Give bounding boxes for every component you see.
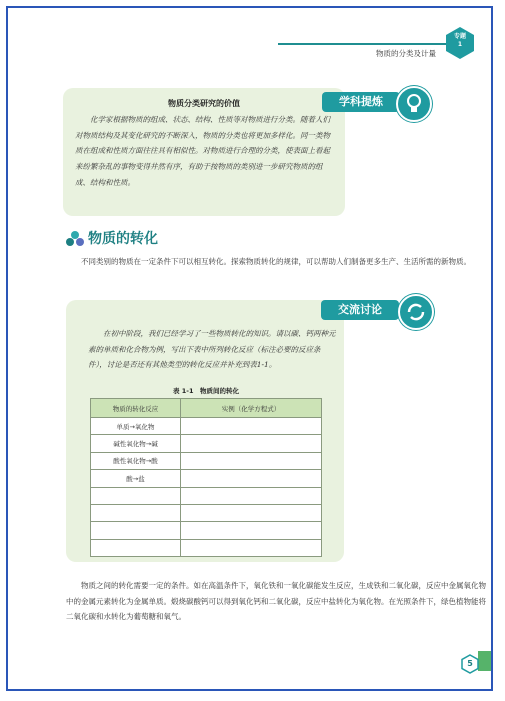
section-title: 物质的转化: [88, 231, 158, 247]
table-cell-example: [181, 539, 322, 556]
subject-tag: 学科提炼: [322, 92, 400, 112]
table-cell-example: [181, 487, 322, 504]
table-cell-example: [181, 522, 322, 539]
running-header: 物质的分类及计量: [376, 49, 436, 58]
table-caption: 表 1-1 物质间的转化: [172, 387, 239, 395]
table-row: [91, 522, 322, 539]
chapter-badge-label: 专题: [453, 33, 466, 40]
page-tab-decoration: [478, 651, 493, 671]
table-cell: 酸性氧化物→酸: [91, 452, 181, 469]
table-cell: [91, 504, 181, 521]
table-cell-example: [181, 470, 322, 487]
table-header: 物质的转化反应: [91, 399, 181, 418]
table-row: [91, 487, 322, 504]
table-cell-example: [181, 504, 322, 521]
table-row: [91, 470, 322, 487]
table-cell: 酸→盐: [91, 470, 181, 487]
table-header: 实例（化学方程式）: [181, 399, 322, 418]
page-frame: [6, 6, 493, 691]
lightbulb-icon: [396, 86, 432, 122]
cycle-arrows-icon: [398, 294, 434, 330]
table-row: [91, 504, 322, 521]
table-row: [91, 418, 322, 435]
table-cell: 碱性氧化物→碱: [91, 435, 181, 452]
chapter-badge: [449, 33, 471, 49]
table-cell: [91, 522, 181, 539]
table-header-row: [91, 399, 322, 418]
value-panel: [63, 88, 345, 216]
conditions-paragraph: 物质之间的转化需要一定的条件。如在高温条件下，氧化铁和一氧化碳能发生反应，生成铁和二氧化碳，反应中金属氧化物中的金属元素转化为金属单质。煅烧碳酸钙可以得到氧化钙和二氧化碳，反应中盐转化为氧化物。在光照条件下，绿色植物能将二氧化碳和水转化为葡萄糖和氧气。: [66, 581, 486, 621]
table-row: [91, 539, 322, 556]
table-cell: 单质→氧化物: [91, 418, 181, 435]
panel-text: 化学家根据物质的组成、状态、结构、性质等对物质进行分类。随着人们对物质结构及其变化研究的不断深入，物质的分类也将更加多样化。同一类物质在组成和性质方面往往具有相似性。对物质进行合理的分类，使表面上看起来纷繁杂乱的事物变得井然有序，有助于按物质的类别进一步研究物质的组成、结构和性质。: [75, 115, 330, 187]
header-rule: [278, 43, 468, 45]
panel-title: 物质分类研究的价值: [168, 99, 240, 108]
intro-paragraph: 不同类别的物质在一定条件下可以相互转化。探索物质转化的规律，可以帮助人们制备更多生产、生活所需的新物质。: [81, 257, 471, 266]
table-cell-example: [181, 435, 322, 452]
table-cell: [91, 487, 181, 504]
table-cell-example: [181, 418, 322, 435]
conversion-table: [90, 398, 322, 557]
chapter-badge-number: 1: [457, 41, 463, 48]
table-cell: [91, 539, 181, 556]
table-row: [91, 435, 322, 452]
molecule-icon: [66, 230, 84, 246]
discussion-tag: 交流讨论: [321, 300, 399, 320]
table-row: [91, 452, 322, 469]
discussion-text: 在初中阶段，我们已经学习了一些物质转化的知识。请以碳、钙两种元素的单质和化合物为例，写出下表中所列转化反应（标注必要的反应条件），讨论是否还有其他类型的转化反应并补充到表1-1。: [88, 329, 336, 369]
page-number: 5: [467, 659, 473, 668]
table-cell-example: [181, 452, 322, 469]
